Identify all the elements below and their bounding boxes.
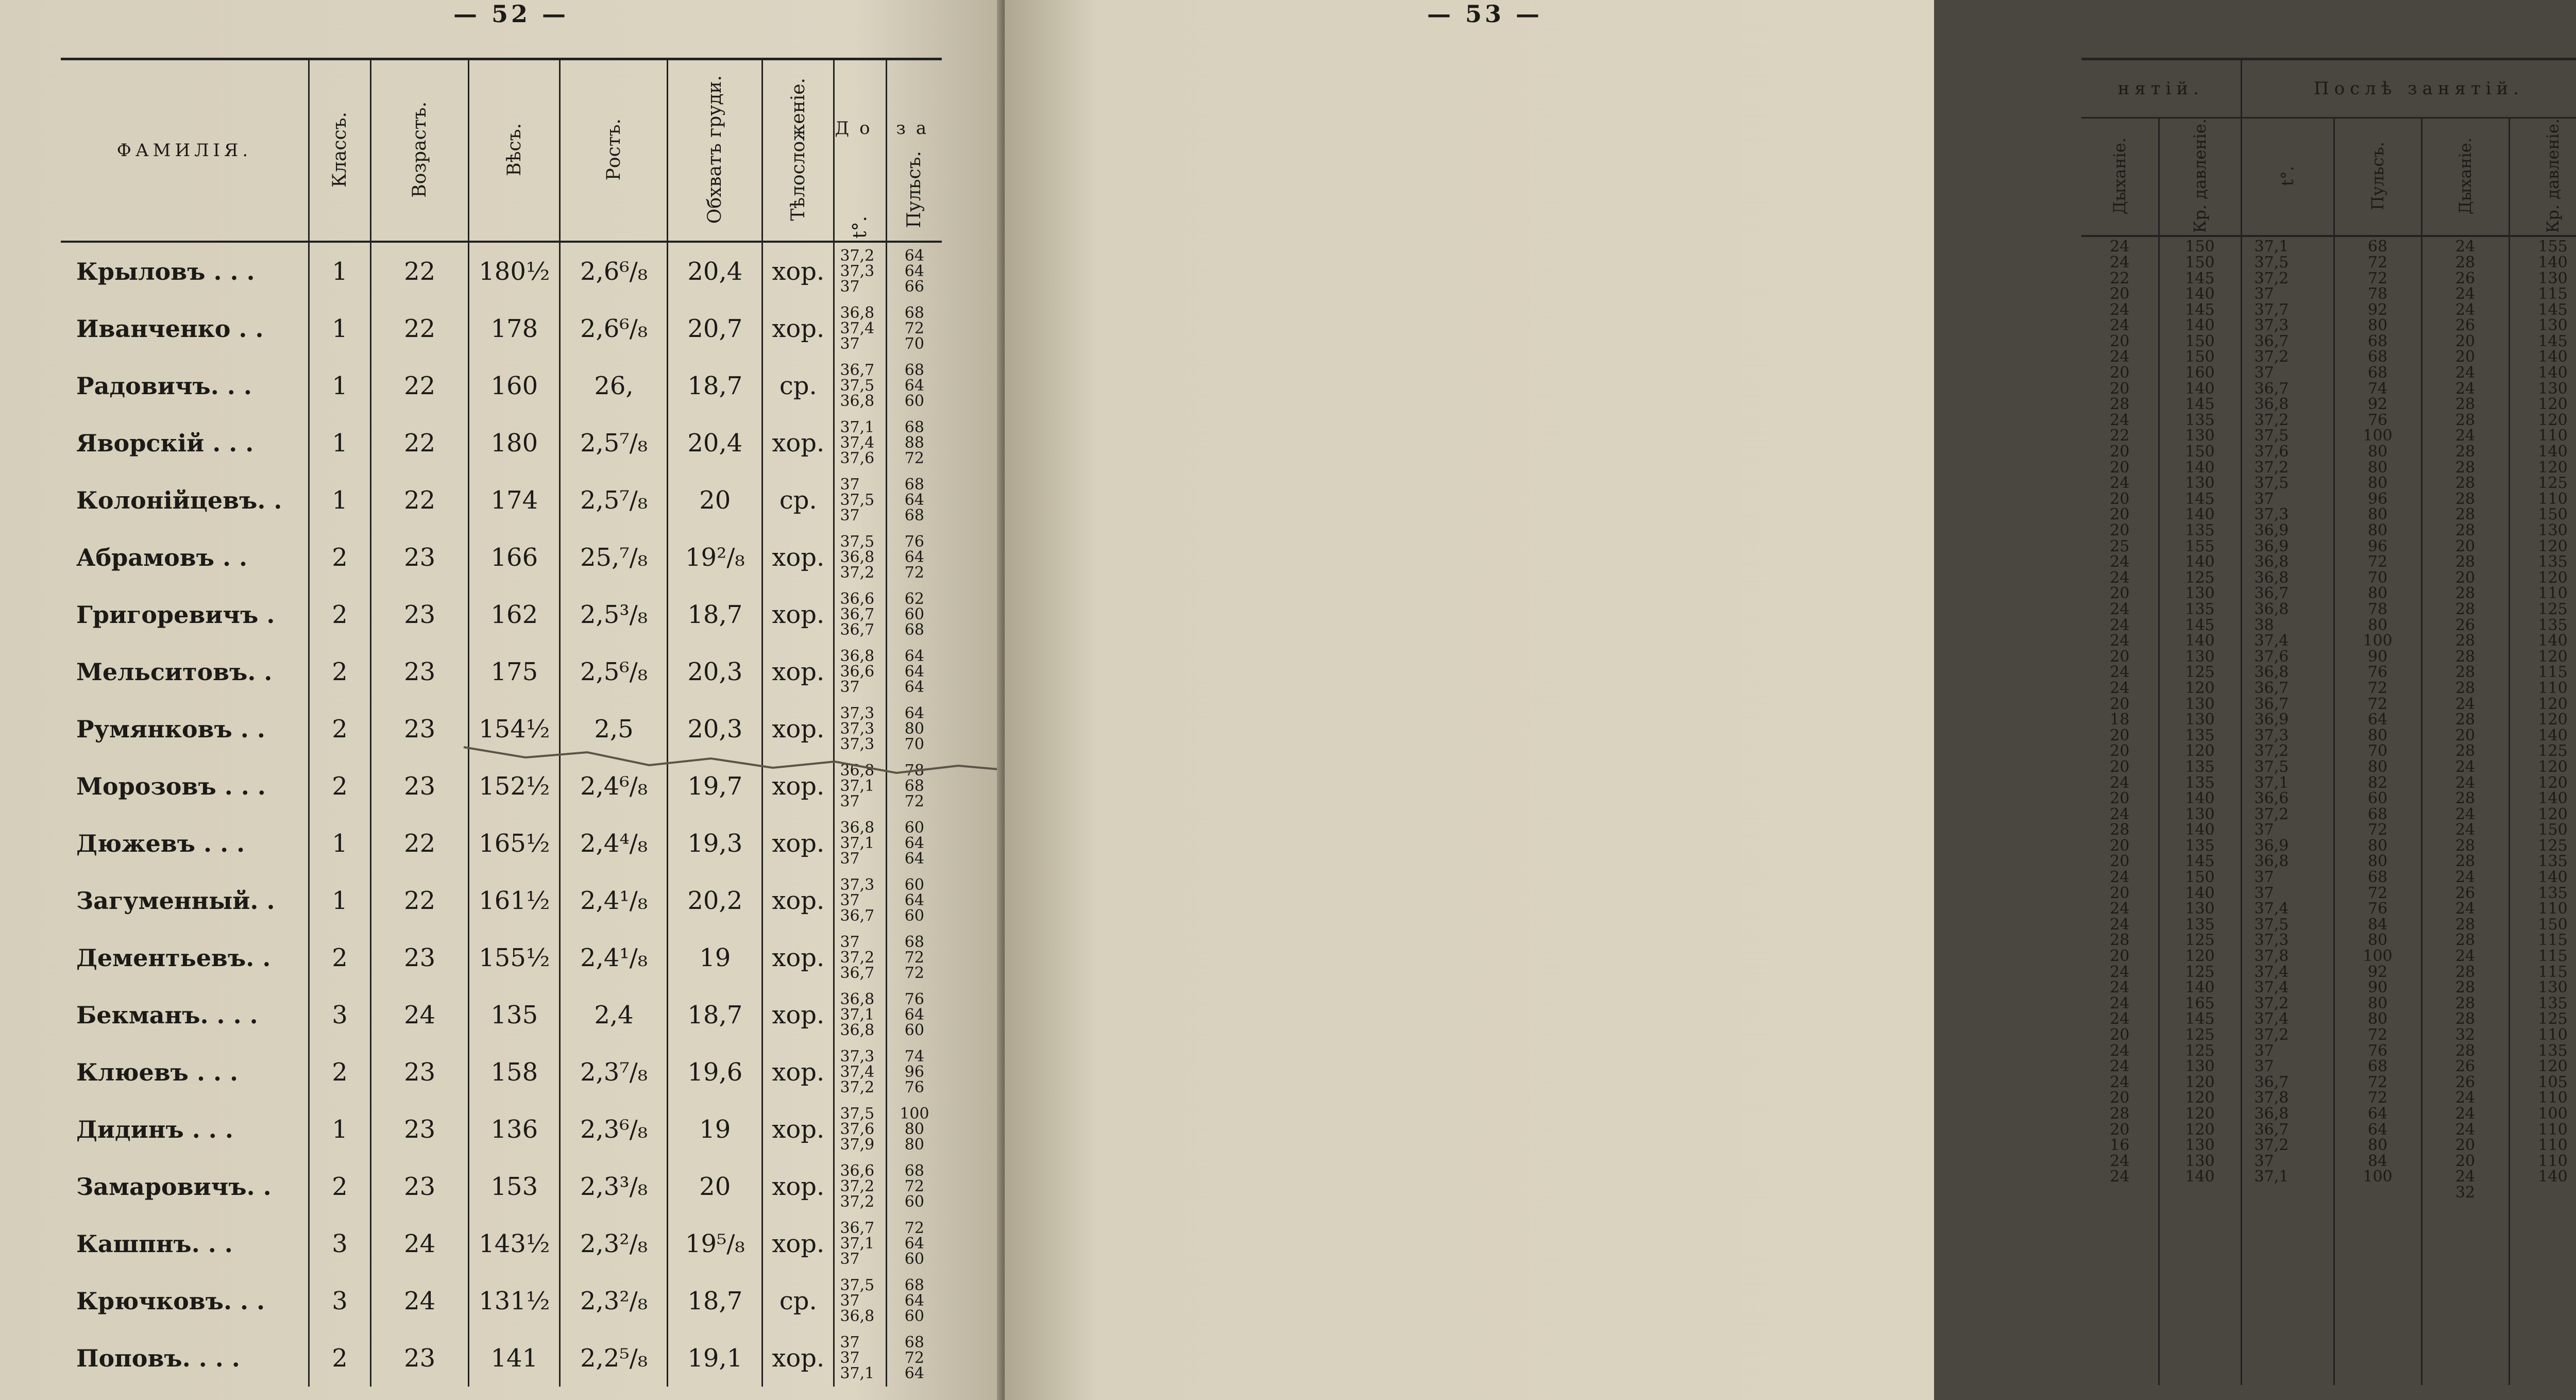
cell-temp: 36,8 37,1 37 [834, 815, 886, 872]
cell-age: 23 [371, 1043, 469, 1101]
cell-temp: 36,8 37,1 37 [834, 757, 886, 815]
cell-age: 23 [371, 529, 469, 586]
cell-height: 2,5⁷/₈ [560, 471, 668, 529]
cell-height: 2,5³/₈ [560, 586, 668, 643]
cell-surname: Иванченко . . [76, 314, 264, 343]
cell-height: 2,3⁶/₈ [560, 1101, 668, 1158]
right-page [1005, 0, 2568, 1400]
cell-build: ср. [762, 357, 834, 414]
cell-build: хор. [762, 1043, 834, 1101]
cell-pulse: 64 64 66 [886, 242, 942, 300]
cell-height: 2,6⁶/₈ [560, 300, 668, 357]
cell-weight: 165½ [469, 815, 560, 872]
cell-temp: 37,5 37,6 37,9 [834, 1101, 886, 1158]
cell-pulse: 68 64 68 [886, 471, 942, 529]
paper-tear [464, 737, 1005, 778]
cell-weight: 174 [469, 471, 560, 529]
cell-weight: 180½ [469, 242, 560, 300]
sub-header-breath-1: Дыханіе. [2081, 118, 2159, 237]
cell-chest: 20 [668, 471, 762, 529]
sub-header-pressure-2: Кр. давленіе. [2509, 118, 2576, 237]
cell-class: 2 [309, 757, 370, 815]
table-row [61, 529, 942, 586]
cell-temp: 37 37,2 36,7 [834, 929, 886, 986]
cell-class: 1 [309, 242, 370, 300]
cell-class: 3 [309, 1215, 370, 1272]
cell-height: 2,4¹/₈ [560, 872, 668, 929]
cell-age: 22 [371, 471, 469, 529]
cell-age: 23 [371, 586, 469, 643]
cell-chest: 18,7 [668, 357, 762, 414]
table-row [61, 1272, 942, 1329]
cell-temp: 36,6 37,2 37,2 [834, 1158, 886, 1215]
cell-weight: 158 [469, 1043, 560, 1101]
cell-surname: Крыловъ . . . [76, 257, 255, 285]
col-pressure-2: 155 140 130 115 145 130 145 140 140 130 120 120 110 140 120 125 110 150 130 120 135 120 110 125 135 140 120 115 110 120 120 140 125 120 120 140 120 150 125 135 140 135 110 150 115 115 115 130 135 125 110 135 120 105 110 100 110 110 110 140 [2509, 236, 2576, 1385]
sub-header-breath-2: Дыханіе. [2421, 118, 2509, 237]
cell-pulse: 60 64 64 [886, 815, 942, 872]
cell-build: хор. [762, 872, 834, 929]
cell-surname: Загуменный. . [76, 886, 275, 915]
cell-weight: 136 [469, 1101, 560, 1158]
cell-pulse: 76 64 60 [886, 986, 942, 1043]
cell-class: 3 [309, 986, 370, 1043]
sub-header-temp-2: t°. [2241, 118, 2334, 237]
cell-weight: 141 [469, 1329, 560, 1387]
cell-age: 24 [371, 1272, 469, 1329]
cell-chest: 19⁵/₈ [668, 1215, 762, 1272]
sub-header-pulse-2: Пульсъ. [2334, 118, 2421, 237]
cell-age: 22 [371, 815, 469, 872]
cell-build: ср. [762, 1272, 834, 1329]
cell-age: 23 [371, 757, 469, 815]
cell-surname: Бекманъ. . . . [76, 1001, 258, 1029]
cell-build: хор. [762, 414, 834, 471]
col-temp-2: 37,1 37,5 37,2 37 37,7 37,3 36,7 37,2 37 36,7 36,8 37,2 37,5 37,6 37,2 37,5 37 37,3 36,9 36,9 36,8 36,8 36,7 36,8 38 37,4 37,6 36,8 36,7 36,7 36,9 37,3 37,2 37,5 37,1 36,6 37,2 37 36,9 36,8 37 37 37,4 37,5 37,3 37,8 37,4 37,4 37,2 37,4 37,2 37 37 36,7 37,8 36,8 36,7 37,2 37 37,1 [2241, 236, 2334, 1385]
header-class: Классъ. [309, 59, 370, 242]
cell-weight: 154½ [469, 700, 560, 757]
cell-surname: Замаровичъ. . [76, 1172, 272, 1201]
cell-chest: 19,1 [668, 1329, 762, 1387]
cell-age: 23 [371, 1101, 469, 1158]
cell-height: 26, [560, 357, 668, 414]
cell-temp: 37,5 36,8 37,2 [834, 529, 886, 586]
cell-surname: Дементьевъ. . [76, 943, 271, 972]
cell-surname: Дидинъ . . . [76, 1115, 233, 1143]
cell-age: 23 [371, 1329, 469, 1387]
cell-surname: Кашпнъ. . . [76, 1229, 233, 1258]
cell-surname: Дюжевъ . . . [76, 829, 245, 857]
cell-class: 2 [309, 929, 370, 986]
cell-build: ср. [762, 471, 834, 529]
cell-age: 24 [371, 1215, 469, 1272]
cell-height: 2,6⁶/₈ [560, 242, 668, 300]
cell-class: 2 [309, 529, 370, 586]
cell-weight: 161½ [469, 872, 560, 929]
cell-pulse: 60 64 60 [886, 872, 942, 929]
cell-class: 1 [309, 872, 370, 929]
cell-age: 22 [371, 357, 469, 414]
cell-build: хор. [762, 529, 834, 586]
cell-chest: 19 [668, 1101, 762, 1158]
group-header-2: Послѣ занятій. [2241, 59, 2576, 118]
header-group-before: До за [835, 118, 937, 139]
cell-build: хор. [762, 586, 834, 643]
group-header-1: нятій. [2081, 59, 2241, 118]
cell-temp: 37,2 37,3 37 [834, 242, 886, 300]
cell-build: хор. [762, 643, 834, 700]
cell-temp: 36,8 37,1 36,8 [834, 986, 886, 1043]
cell-height: 2,2⁵/₈ [560, 1329, 668, 1387]
cell-age: 22 [371, 242, 469, 300]
cell-surname: Абрамовъ . . [76, 543, 248, 571]
cell-pulse: 64 64 64 [886, 643, 942, 700]
cell-pulse: 62 60 68 [886, 586, 942, 643]
col-pulse-2: 68 72 72 78 92 80 68 68 68 74 92 76 100 80 80 80 96 80 80 96 72 70 80 78 80 100 90 76 72 72 64 80 70 80 82 60 68 72 80 80 68 72 76 84 80 100 92 90 80 80 72 76 68 72 72 64 64 80 84 100 [2334, 236, 2421, 1385]
cell-pulse: 78 68 72 [886, 757, 942, 815]
left-page [0, 0, 1005, 1400]
col-breath-2: 24 28 26 24 24 26 20 20 24 24 28 28 24 28 28 28 28 28 28 20 28 20 28 28 26 28 28 28 28 24 28 20 28 24 24 28 24 24 28 28 24 26 24 28 28 24 28 28 28 28 32 28 26 26 24 24 24 20 20 24 32 [2421, 236, 2509, 1385]
cell-weight: 131½ [469, 1272, 560, 1329]
cell-chest: 20,3 [668, 643, 762, 700]
table-row [61, 872, 942, 929]
cell-build: хор. [762, 986, 834, 1043]
table-row [61, 1215, 942, 1272]
table-row [61, 929, 942, 986]
cell-chest: 20,3 [668, 700, 762, 757]
table-row [61, 300, 942, 357]
cell-chest: 20 [668, 1158, 762, 1215]
cell-surname: Мельситовъ. . [76, 657, 273, 686]
cell-pulse: 68 64 60 [886, 357, 942, 414]
cell-surname: Морозовъ . . . [76, 772, 266, 800]
header-chest: Обхватъ груди. [668, 59, 762, 242]
cell-weight: 175 [469, 643, 560, 700]
header-height: Ростъ. [560, 59, 668, 242]
cell-weight: 178 [469, 300, 560, 357]
cell-temp: 37,3 37 36,7 [834, 872, 886, 929]
cell-class: 2 [309, 1043, 370, 1101]
cell-class: 3 [309, 1272, 370, 1329]
right-data-table [2081, 58, 2576, 1385]
cell-class: 1 [309, 1101, 370, 1158]
cell-height: 2,4¹/₈ [560, 929, 668, 986]
table-row [61, 643, 942, 700]
cell-surname: Радовичъ. . . [76, 372, 252, 400]
cell-build: хор. [762, 815, 834, 872]
cell-height: 2,4⁶/₈ [560, 757, 668, 815]
cell-weight: 152½ [469, 757, 560, 815]
cell-chest: 18,7 [668, 986, 762, 1043]
cell-build: хор. [762, 929, 834, 986]
cell-chest: 19 [668, 929, 762, 986]
cell-class: 1 [309, 300, 370, 357]
page-number-left: — 52 — [453, 0, 569, 28]
right-data-row [2081, 236, 2576, 1385]
cell-age: 22 [371, 872, 469, 929]
cell-build: хор. [762, 1158, 834, 1215]
header-surname: ФАМИЛІЯ. [61, 59, 309, 242]
cell-build: хор. [762, 1215, 834, 1272]
cell-surname: Колонійцевъ. . [76, 486, 282, 514]
cell-temp: 36,8 36,6 37 [834, 643, 886, 700]
cell-chest: 20,7 [668, 300, 762, 357]
cell-pulse: 68 88 72 [886, 414, 942, 471]
col-breath-1: 24 24 22 20 24 24 20 24 20 20 28 24 22 20 20 24 20 20 20 25 24 24 20 24 24 24 20 24 24 20 18 20 20 20 24 20 24 28 20 20 24 20 24 24 28 20 24 24 24 24 20 24 24 24 20 28 20 16 24 24 [2110, 238, 2130, 1186]
cell-surname: Румянковъ . . [76, 715, 265, 743]
table-row [61, 586, 942, 643]
cell-weight: 162 [469, 586, 560, 643]
cell-temp: 37,3 37,4 37,2 [834, 1043, 886, 1101]
cell-pulse: 100 80 80 [886, 1101, 942, 1158]
cell-age: 22 [371, 414, 469, 471]
cell-weight: 160 [469, 357, 560, 414]
cell-weight: 180 [469, 414, 560, 471]
cell-height: 2,4⁴/₈ [560, 815, 668, 872]
table-row [61, 1158, 942, 1215]
cell-temp: 36,8 37,4 37 [834, 300, 886, 357]
cell-build: хор. [762, 300, 834, 357]
cell-pulse: 64 80 70 [886, 700, 942, 757]
cell-height: 2,5⁶/₈ [560, 643, 668, 700]
cell-pulse: 68 72 60 [886, 1158, 942, 1215]
cell-class: 2 [309, 1158, 370, 1215]
cell-weight: 135 [469, 986, 560, 1043]
cell-surname: Крючковъ. . . [76, 1287, 265, 1315]
left-table-body [61, 242, 942, 1387]
cell-class: 1 [309, 414, 370, 471]
col-pressure-1: 150 150 145 140 145 140 150 150 160 140 145 135 130 150 140 130 145 140 135 155 140 125 130 135 145 140 130 125 120 130 130 135 120 135 135 140 130 140 135 145 150 140 130 135 125 120 125 140 165 145 125 125 130 120 120 120 120 130 130 140 [2159, 236, 2241, 1385]
cell-build: хор. [762, 1101, 834, 1158]
cell-chest: 19,6 [668, 1043, 762, 1101]
cell-class: 1 [309, 357, 370, 414]
cell-age: 23 [371, 929, 469, 986]
cell-height: 2,3⁷/₈ [560, 1043, 668, 1101]
table-row [61, 815, 942, 872]
header-pulse: Пульсъ. [886, 59, 942, 242]
cell-class: 2 [309, 643, 370, 700]
cell-height: 2,3²/₈ [560, 1272, 668, 1329]
header-weight: Вѣсъ. [469, 59, 560, 242]
page-number-right: — 53 — [1427, 0, 1543, 28]
cell-height: 2,5 [560, 700, 668, 757]
cell-chest: 20,4 [668, 242, 762, 300]
cell-class: 2 [309, 1329, 370, 1387]
cell-temp: 36,7 37,5 36,8 [834, 357, 886, 414]
cell-pulse: 68 64 60 [886, 1272, 942, 1329]
table-row [61, 1043, 942, 1101]
cell-build: хор. [762, 700, 834, 757]
table-row [61, 242, 942, 300]
cell-class: 1 [309, 471, 370, 529]
cell-pulse: 68 72 64 [886, 1329, 942, 1387]
cell-class: 2 [309, 700, 370, 757]
table-row [61, 1101, 942, 1158]
table-row [61, 986, 942, 1043]
cell-temp: 37,3 37,3 37,3 [834, 700, 886, 757]
cell-chest: 19²/₈ [668, 529, 762, 586]
cell-chest: 19,7 [668, 757, 762, 815]
cell-temp: 37,5 37 36,8 [834, 1272, 886, 1329]
header-temp: До за t°. [834, 59, 886, 242]
cell-chest: 20,2 [668, 872, 762, 929]
cell-build: хор. [762, 757, 834, 815]
cell-temp: 37 37,5 37 [834, 471, 886, 529]
cell-height: 2,3³/₈ [560, 1158, 668, 1215]
cell-age: 23 [371, 643, 469, 700]
cell-build: хор. [762, 242, 834, 300]
cell-chest: 18,7 [668, 586, 762, 643]
left-data-table [61, 58, 942, 1387]
cell-age: 22 [371, 300, 469, 357]
table-row [61, 1329, 942, 1387]
cell-pulse: 72 64 60 [886, 1215, 942, 1272]
cell-pulse: 76 64 72 [886, 529, 942, 586]
cell-chest: 20,4 [668, 414, 762, 471]
table-row [61, 471, 942, 529]
cell-weight: 143½ [469, 1215, 560, 1272]
cell-age: 23 [371, 700, 469, 757]
table-row [61, 357, 942, 414]
cell-build: хор. [762, 1329, 834, 1387]
cell-class: 2 [309, 586, 370, 643]
cell-age: 23 [371, 1158, 469, 1215]
cell-height: 25,⁷/₈ [560, 529, 668, 586]
cell-height: 2,4 [560, 986, 668, 1043]
cell-weight: 166 [469, 529, 560, 586]
cell-surname: Григоревичъ . [76, 600, 275, 629]
cell-surname: Клюевъ . . . [76, 1058, 239, 1086]
cell-temp: 37 37 37,1 [834, 1329, 886, 1387]
cell-age: 24 [371, 986, 469, 1043]
cell-height: 2,3²/₈ [560, 1215, 668, 1272]
cell-pulse: 68 72 70 [886, 300, 942, 357]
cell-class: 1 [309, 815, 370, 872]
table-row [61, 414, 942, 471]
cell-height: 2,5⁷/₈ [560, 414, 668, 471]
cell-temp: 37,1 37,4 37,6 [834, 414, 886, 471]
cell-weight: 153 [469, 1158, 560, 1215]
cell-chest: 18,7 [668, 1272, 762, 1329]
cell-temp: 36,6 36,7 36,7 [834, 586, 886, 643]
cell-weight: 155½ [469, 929, 560, 986]
sub-header-pressure-1: Кр. давленіе. [2159, 118, 2241, 237]
header-age: Возрастъ. [371, 59, 469, 242]
cell-temp: 36,7 37,1 37 [834, 1215, 886, 1272]
cell-chest: 19,3 [668, 815, 762, 872]
cell-surname: Яворскій . . . [76, 429, 254, 457]
cell-pulse: 68 72 72 [886, 929, 942, 986]
cell-pulse: 74 96 76 [886, 1043, 942, 1101]
cell-surname: Поповъ. . . . [76, 1344, 240, 1372]
header-build: Тѣлосложеніе. [762, 59, 834, 242]
